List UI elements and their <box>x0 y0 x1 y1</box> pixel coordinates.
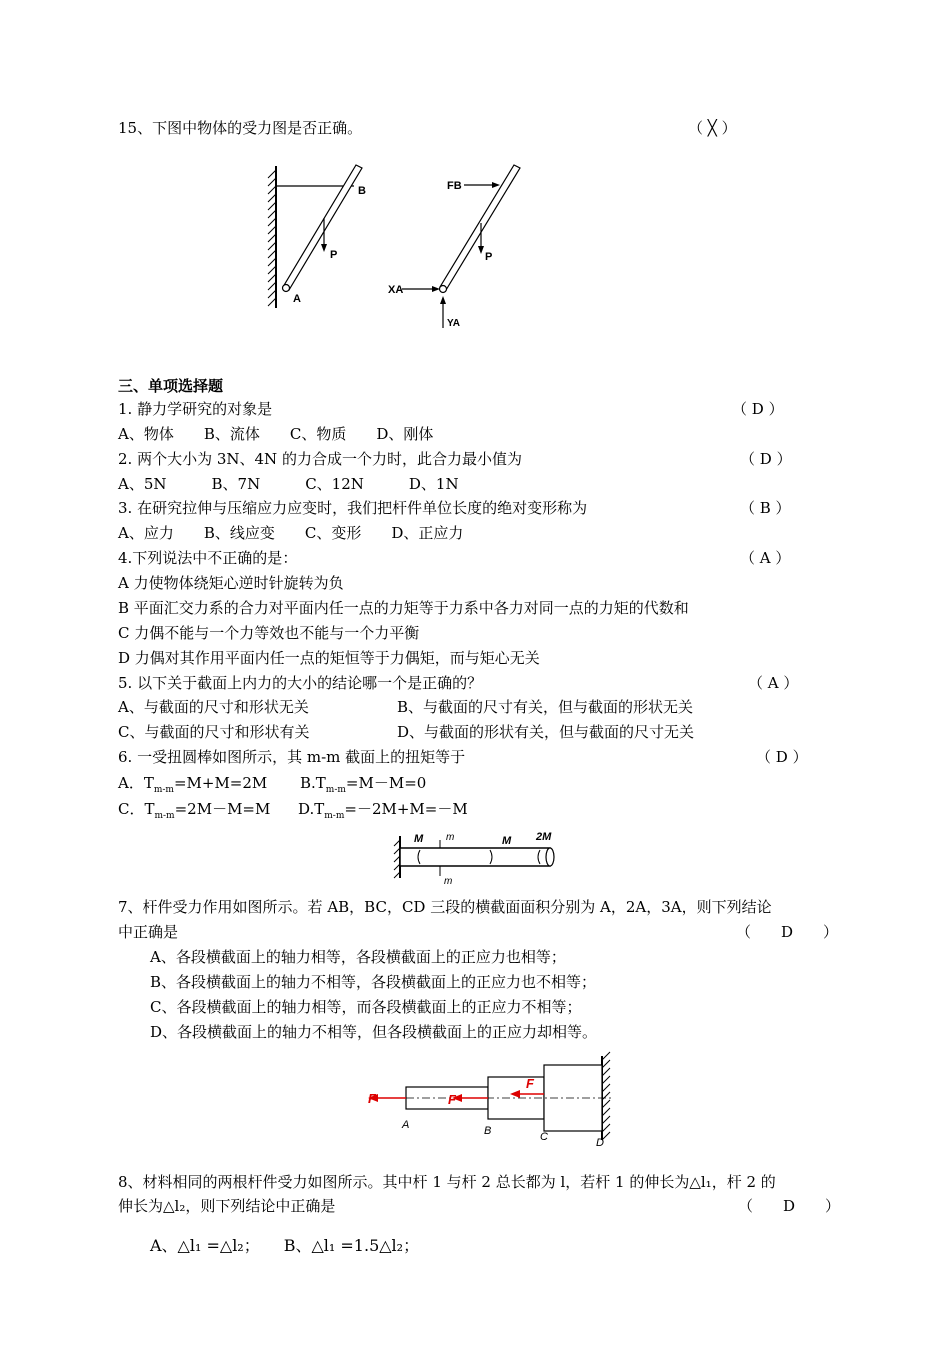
q2-answer: （ D ） <box>740 450 792 468</box>
q3-answer: （ B ） <box>740 499 791 517</box>
q7-figure <box>366 1052 626 1147</box>
q1-stem: 1. 静力学研究的对象是 <box>118 400 273 418</box>
q4-stem: 4.下列说法中不正确的是： <box>118 549 298 567</box>
q6-label-m1: M <box>414 833 424 845</box>
q7-label-f1: F <box>368 1091 376 1106</box>
q6-option-a: A．$T_{m-m}=M+M=2M$ <box>118 774 268 795</box>
q15-left-label-b: B <box>358 185 366 197</box>
q6-option-c: C．$T_{m-m}=2M-M=M$ <box>118 800 271 821</box>
q4-option-a: A 力使物体绕矩心逆时针旋转为负 <box>118 574 344 592</box>
q7-label-a: A <box>402 1119 410 1131</box>
q4-option-b: B 平面汇交力系的合力对平面内任一点的力矩等于力系中各力对同一点的力矩的代数和 <box>118 599 689 617</box>
q4-answer: （ A ） <box>740 549 791 567</box>
q7-stem-line2: 中正确是 <box>118 923 179 941</box>
q15-left-label-a: A <box>293 293 301 305</box>
q7-label-f3: F <box>526 1076 534 1091</box>
q8-stem-line1: 8、材料相同的两根杆件受力如图所示。其中杆 1 与杆 2 总长都为 l，若杆 1 的伸长为△l₁，杆 2 的 <box>118 1173 776 1191</box>
q7-answer: （ D ） <box>736 923 839 941</box>
q6-label-m2: M <box>502 835 512 847</box>
q3-stem: 3. 在研究拉伸与压缩应力应变时，我们把杆件单位长度的绝对变形称为 <box>118 499 588 517</box>
q15-right-label-xa: XA <box>388 284 404 296</box>
q1-options: A、物体 B、流体 C、物质 D、刚体 <box>118 425 434 443</box>
q5-option-a: A、与截面的尺寸和形状无关 <box>118 698 309 716</box>
q5-option-c: C、与截面的尺寸和形状有关 <box>118 723 310 741</box>
q15-answer: （ ╳ ） <box>688 119 737 137</box>
q2-options: A、5N B、7N C、12N D、1N <box>118 475 459 493</box>
q5-answer: （ A ） <box>748 674 799 692</box>
q7-label-b: B <box>484 1125 492 1137</box>
q1-answer: （ D ） <box>732 400 784 418</box>
q7-label-c: C <box>540 1131 548 1143</box>
q15-figure-left <box>262 160 382 320</box>
q7-stem-line1: 7、杆件受力作用如图所示。若 AB，BC，CD 三段的横截面面积分别为 A，2A，3A，则下列结论 <box>118 898 772 916</box>
q7-label-d: D <box>596 1137 604 1149</box>
q6-label-2m: 2M <box>536 831 552 843</box>
q6-label-m-bot: m <box>444 876 453 887</box>
q6-label-m-top: m <box>446 832 455 843</box>
q15-stem: 15、下图中物体的受力图是否正确。 <box>118 119 363 137</box>
q5-option-d: D、与截面的形状有关，但与截面的尺寸无关 <box>397 723 695 741</box>
q15-right-label-p: P <box>485 251 493 263</box>
q15-figure-right <box>386 158 536 328</box>
q15-left-label-p: P <box>330 249 338 261</box>
q6-option-d: $D.T_{m-m}=-2M+M=-M$ <box>298 800 468 821</box>
q3-options: A、应力 B、线应变 C、变形 D、正应力 <box>118 524 464 542</box>
q5-option-b: B、与截面的尺寸有关，但与截面的形状无关 <box>397 698 694 716</box>
q15-right-label-fb: FB <box>447 180 462 192</box>
q7-label-f2: F <box>448 1092 456 1107</box>
q4-option-d: D 力偶对其作用平面内任一点的矩恒等于力偶矩，而与矩心无关 <box>118 649 540 667</box>
q8-answer: （ D ） <box>738 1197 841 1215</box>
q2-stem: 2. 两个大小为 3N、4N 的力合成一个力时，此合力最小值为 <box>118 450 522 468</box>
q15-right-label-ya: YA <box>447 318 460 329</box>
q6-stem: 6. 一受扭圆棒如图所示，其 m-m 截面上的扭矩等于 <box>118 748 466 766</box>
q7-option-c: C、各段横截面上的轴力相等，而各段横截面上的正应力不相等； <box>150 998 582 1016</box>
q6-option-b: $B.T_{m-m}=M-M=0$ <box>300 774 427 795</box>
q6-answer: （ D ） <box>756 748 808 766</box>
q7-option-d: D、各段横截面上的轴力不相等，但各段横截面上的正应力却相等。 <box>150 1023 598 1041</box>
q8-options: A、△l₁ =△l₂； B、△l₁ =1.5△l₂； <box>150 1236 420 1255</box>
q7-option-b: B、各段横截面上的轴力不相等，各段横截面上的正应力也不相等； <box>150 973 597 991</box>
q5-stem: 5. 以下关于截面上内力的大小的结论哪一个是正确的？ <box>118 674 483 692</box>
q7-option-a: A、各段横截面上的轴力相等，各段横截面上的正应力也相等； <box>150 948 566 966</box>
q6-figure <box>394 828 564 888</box>
section-title: 三、单项选择题 <box>118 377 224 395</box>
q8-stem-line2: 伸长为△l₂，则下列结论中正确是 <box>118 1197 336 1215</box>
q4-option-c: C 力偶不能与一个力等效也不能与一个力平衡 <box>118 624 420 642</box>
